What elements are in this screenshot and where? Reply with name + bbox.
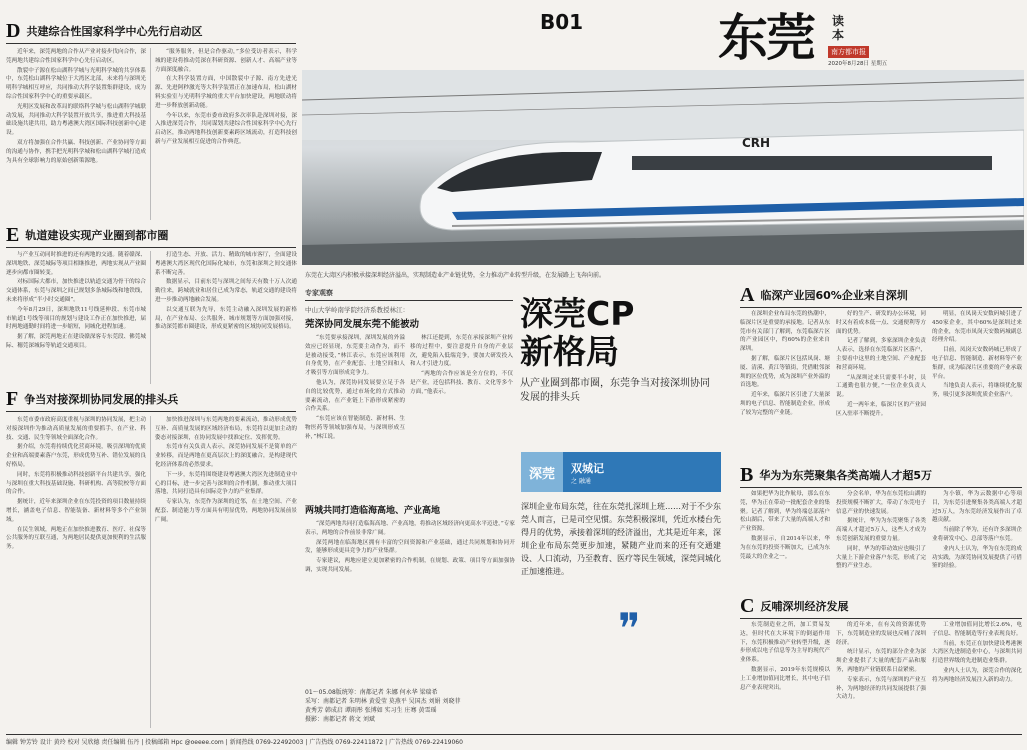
paragraph: 数据显示，目前东莞与深圳之间每天有数十万人次通勤往来，跨城就业和居住已成为常态，轨道交通的建设将进一步推动两地融合发展。 (155, 279, 297, 303)
paragraph: 近一两年来，临深片区的产业园区入驻率不断提升。 (836, 401, 926, 417)
section-d-letter: D (6, 20, 21, 42)
paragraph: 东莞制造业之所，加工贸易发达，但时代在大环境下的倒逼作用下，东莞积极推动产业转型升级，逐步形成以电子信息等为主导的现代产业体系。 (740, 622, 830, 664)
paragraph: 统计显示，东莞的部分企业为深圳企业提供了大量的配套产品和服务，两地的产业链联系日益紧密。 (836, 649, 926, 673)
photo-caption: 东莞在大湾区内积极承接深圳经济溢出，实现制造业产业链优势，全力推动产业转型升级，在发展路上飞奔向前。 (305, 272, 606, 279)
section-b-col2 (836, 490, 926, 593)
credit-line: 黄秀芳 韩成启 谭雨彤 张博如 实习生 庄骞 黄雪瑶 (305, 707, 437, 714)
paragraph: 在大科学装置方面，中国散裂中子源、南方先进光源、先进阿秒激光等大科学装置正在加速布局，松山湖材料实验室与光明科学城的重大平台加快建设，两地联动将进一步释放创新动能。 (155, 76, 297, 109)
section-b (740, 466, 1022, 488)
section-b-rule (740, 487, 1022, 488)
paragraph: 加快推进深圳与东莞两地的要素流动，推动形成优势互补、高质量发展的区域经济布局，东莞将以更加主动的姿态对接深圳，在协同发展中找准定位、发挥优势。 (155, 417, 297, 441)
section-a-col3 (932, 310, 1022, 460)
paragraph: “东莞应该在智能制造、新材料、生物医药等领域加强布局，与深圳形成互补，”林江说。 (305, 416, 405, 440)
section-c-letter: C (740, 595, 755, 617)
paragraph: 为小镇，华为云数据中心等项目，为东莞引进聚集各类高端人才超过5万人，为东莞经济发展作出了卓越贡献。 (932, 491, 1022, 524)
expert-label: 专家观察 (305, 289, 333, 297)
expert-column (305, 288, 513, 334)
paragraph: 以交通互联为先导，东莞主动融入深圳发展的新格局，在产业布局、公共服务、城市规划等方面加强对接，推动深莞都市圈建设，形成更紧密的区域协同发展格局。 (155, 306, 297, 331)
paragraph: “东莞要承接深圳，深圳发展的外溢效应已经显现，东莞要主动作为，而不是被动接受，”林江表示，东莞应该利用自身优势，在产业配套、土地空间和人才吸引等方面形成竞争力。 (305, 335, 405, 377)
paragraph: 当地负责人表示，将继续优化服务，吸引更多深圳优质企业落户。 (932, 383, 1022, 399)
paper-tag: 读本 (832, 14, 845, 42)
column-divider (150, 251, 151, 384)
paragraph: 打造生态、开放、活力、精致的城市客厅，全面建设粤港澳大湾区现代化国际化城市，东莞和深圳之间交通体系不断完善。 (155, 252, 297, 276)
paragraph: 明显，在凤岗天安数码城引进了450家企业，其中60%是深圳过来的企业，东莞市凤岗天安数码城副总经理介绍。 (932, 311, 1022, 344)
paragraph: 林江还提到，东莞在承接深圳产业转移的过程中，要注意提升自身的产业层次，避免陷入低端竞争，要加大研发投入和人才引进力度。 (410, 335, 513, 368)
section-f-col1 (6, 416, 146, 728)
section-f (6, 390, 296, 412)
paragraph: 当前除了华为，还有许多深圳企业将研发中心、总部等落户东莞。 (932, 527, 1022, 542)
paragraph: 当前，东莞正在加快建设粤港澳大湾区先进制造业中心，与深圳共同打造世界级的先进制造业集群。 (932, 640, 1022, 665)
section-e-header (6, 226, 296, 244)
paragraph: 下一步，东莞将围绕建设粤港澳大湾区先进制造业中心的目标，进一步完善与深圳的合作机制，推动重大项目落地，共同打造具有国际竞争力的产业集群。 (155, 471, 297, 496)
expert-subhead: 中山大学岭南学院经济系教授林江： (305, 306, 409, 314)
section-a-header (740, 286, 1022, 304)
section-a-title: 临深产业园60%企业来自深圳 (760, 289, 908, 302)
section-d (6, 22, 296, 44)
paragraph: 的近年来，在有关的资源优势下，东莞制造业的发展也反哺了深圳经济。 (836, 622, 926, 646)
paragraph: 同时，华为的带动效应也吸引了大量上下游企业落户东莞，形成了完整的产业生态。 (836, 545, 926, 570)
section-a-col1 (740, 310, 830, 460)
section-c (740, 597, 1022, 619)
section-a-letter: A (740, 284, 755, 306)
headline-line-2: 新格局 (520, 332, 619, 371)
section-e-letter: E (6, 224, 20, 246)
paragraph: 记者了解到，多家深圳企业负责人表示，选择在东莞临深片区落户，主要看中这里的土地空间、产业配套和营商环境。 (836, 338, 926, 371)
section-f-letter: F (6, 388, 19, 410)
date-line: 2020年8月28日 星期五 (828, 61, 888, 67)
footer-text: 编辑 钟芳铃 设计 黄玲 校对 吴欣德 责任编辑 伍丹 | 投稿邮箱 Hpc @oeeee.com | 新闻热线 0769-22492003 | 广告热线 0769-22411872 | 广告热线 0769-22419060 (6, 739, 463, 746)
paragraph: “深莞两地共同打造临海高地、产业高地，将推动区域经济向更高水平迈进，”专家表示，两地的合作前景非常广阔。 (305, 521, 515, 536)
expert-rule (305, 300, 513, 301)
paragraph: 同时，东莞将积极推动科技创新平台共建共享，强化与深圳在重大科技基础设施、科研机构、高等院校等方面的合作。 (6, 471, 146, 496)
footer-rule (6, 734, 1022, 735)
paragraph: 目前，凤岗天安数码城已形成了电子信息、智能制造、新材料等产业集群，成为临深片区重要的产业承载平台。 (932, 347, 1022, 380)
section-e-rule (6, 247, 296, 248)
paragraph: “两地的合作应该是全方位的，不仅是产业，还包括科技、教育、文化等多个方面，”他表示。 (410, 371, 513, 395)
section-e-title: 轨道建设实现产业圈到都市圈 (25, 229, 169, 242)
section-d-header (6, 22, 296, 40)
train-logo: CRH (742, 136, 771, 150)
feature-subtitle: 从产业圈到都市圈，东莞争当对接深圳协同发展的排头兵 (520, 378, 710, 403)
series-badge (521, 452, 721, 492)
section-e-col1 (6, 251, 146, 384)
series-right-box (563, 452, 721, 492)
feature-lead: 深圳企业布局东莞，往在东莞扎深圳上班……对于不少东莞人而言，已是司空见惯。东莞积极深圳，凭近水楼台先得月的优势，承接着深圳的经济溢出，尤其是近年来，深圳企业布局东莞更步加速，紧随产业而来的还有交通建设、人口流动，乃至教育、医疗等民生领域，深莞同城化正加速推进。 (521, 502, 721, 576)
expert-col2 (410, 334, 513, 499)
paragraph: 他认为，深莞协同发展要立足于各自的比较优势，通过市场化的方式推动要素流动，在产业链上下游形成紧密的合作关系。 (305, 379, 405, 413)
expert-col1 (305, 334, 405, 499)
section-b-col1 (740, 490, 830, 593)
section-d-col1 (6, 48, 146, 220)
paragraph: 据统计，华为为东莞聚集了各类高端人才超过5万人，这些人才成为东莞创新发展的重要力量。 (836, 518, 926, 542)
section-f-col2 (155, 416, 297, 728)
section-c-col2 (836, 621, 926, 731)
paragraph: 光明区发展和改革局的联络科学城与松山湖科学城联动发展，共同推动大科学装置开放共享，推进重大科技基础设施共建共用，助力粤港澳大湾区国际科技创新中心建设。 (6, 103, 146, 137)
paragraph: 在深圳企业布局东莞的热潮中，临深片区是重要的承接地。记者从东莞市有关部门了解到，东莞临深片区的产业园区中，约60%的企业来自深圳。 (740, 311, 830, 353)
section-b-title: 华为为东莞聚集各类高端人才超5万 (759, 469, 932, 482)
paragraph: 据介绍，东莞将持续优化营商环境，吸引深圳的优质企业和高端要素落户东莞，形成优势互补、错位发展的良好格局。 (6, 444, 146, 468)
column-divider (150, 416, 151, 728)
paragraph: 据了解，临深片区包括凤岗、塘厦、清溪、黄江等镇街，凭借毗邻深圳的区位优势，成为深圳产业外溢的首选地。 (740, 355, 830, 389)
section-c-header (740, 597, 1022, 615)
brand-badge: 南方都市报 (828, 46, 869, 58)
paragraph: 据了解，深莞两地正在建设赣深客专东莞段、佛莞城际、穗莞深城际等轨道交通项目。 (6, 334, 146, 349)
section-d-rule (6, 43, 296, 44)
paragraph: 今年8月29日，深圳地铁11号线延伸段、东莞市城市轨道1号线等项目的规划与建设工作正在加快推进，届时两地通勤时间将进一步缩短，同城化进程加速。 (6, 306, 146, 331)
credit-line: 摄影：南都记者 蒋文 刘斌 (305, 716, 375, 723)
paragraph: 深莞两地在临海地区拥有丰富的空间资源和产业基础，通过共同规划和协同开发，能够形成更具竞争力的产业集群。 (305, 539, 515, 555)
paragraph: 数据显示，2019年东莞规模以上工业增加值同比增长，其中电子信息产业表现突出。 (740, 666, 830, 691)
quote-mark-icon: ❞ (618, 604, 641, 653)
headline-line-1: 深莞CP (520, 294, 635, 333)
paragraph: 与产业互动同时推进的还有两地的交通。随着赣深、深圳地铁、深莞城际等项目相继推进，两地实现从产业圈逐步向都市圈转变。 (6, 252, 146, 276)
paragraph: 今年以来，东莞市委市政府多次率队赴深圳对接，深入推进深莞合作，共同谋划共建综合性国家科学中心先行启动区，推动两地科技创新要素跨区域流动，打造科技创新与产业发展相互促进的合作典范。 (155, 112, 297, 145)
section-e (6, 226, 296, 248)
feature-headline (520, 295, 730, 405)
paragraph: 专家建议，两地应建立更加紧密的合作机制，在规划、政策、项目等方面加强协调，实现共同发展。 (305, 558, 515, 573)
paragraph: 工业增加值同比增长2.6%，电子信息、智能制造等行业表现良好。 (932, 622, 1022, 637)
section-f-title: 争当对接深圳协同发展的排头兵 (24, 393, 179, 406)
series-sub: 之 融通 (571, 477, 591, 485)
paragraph: 业内人士认为，深莞合作的深化将为两地经济发展注入新的动力。 (932, 667, 1022, 683)
paragraph: 据统计，近年来深圳企业在东莞投资的项目数量持续增长，涵盖电子信息、智能装备、新材料等多个产业领域。 (6, 499, 146, 523)
paragraph: 数据显示，自2014年以来，华为在东莞的投资不断加大，已成为东莞最大的企业之一。 (740, 535, 830, 560)
paragraph: 业内人士认为，华为在东莞的成功实践，为深莞协同发展提供了可借鉴的经验。 (932, 545, 1022, 570)
paragraph: 双方将加强在合作共赢、科技创新、产业协同等方面的沟通与协作，携手把光明科学城和松山湖科学城打造成为具有全球影响力的原始创新策源地。 (6, 139, 146, 164)
section-f-rule (6, 411, 296, 412)
series-right: 双城记 (571, 461, 604, 475)
series-left: 深莞 (521, 452, 563, 492)
section-c-col3 (932, 621, 1022, 731)
section-b-letter: B (740, 464, 754, 486)
section-b-header (740, 466, 1022, 484)
section-c-col1 (740, 621, 830, 731)
paragraph: “从深圳过来只需要半小时，员工通勤也很方便，”一位企业负责人说。 (836, 374, 926, 399)
paragraph: 专家表示，东莞与深圳的产业互补，为两地经济的共同发展提供了强大动力。 (836, 676, 926, 701)
paragraph: 在民生领域，两地正在加快推进教育、医疗、社保等公共服务的互联互通，为两地居民提供更加便利的生活服务。 (6, 526, 146, 551)
paragraph: 散裂中子源在松山湖科学城与光明科学城的共享体系中，东莞松山湖科学城位于大湾区北部，未来将与深圳光明科学城相互呼应，共同推动大科学装置集群建设，成为综合性国家科学中心的重要承载区。 (6, 67, 146, 100)
section-d-col2 (155, 48, 297, 220)
expert-second-title: 两城共同打造临海高地、产业高地 (305, 506, 441, 516)
paragraph: 对标国际大都市，加快推进以轨道交通为骨干的综合交通体系，东莞与深圳之间已规划多条城际线和地铁线，未来将形成“半小时交通圈”。 (6, 279, 146, 303)
section-a (740, 286, 1022, 308)
credit-line: 01～05.08版统筹：南都记者 朱娜 何永华 梁瑞希 (305, 689, 438, 696)
section-d-title: 共建综合性国家科学中心先行启动区 (26, 25, 203, 38)
paragraph: 近年来，临深片区引进了大量深圳的电子信息、智能制造企业，形成了较为完整的产业链。 (740, 392, 830, 416)
train-illustration (302, 70, 1024, 265)
paragraph: 近年来，深莞两地的合作从产业对接步伐向合作，深莞两地共建综合性国家科学中心先行启动区。 (6, 49, 146, 64)
paragraph: “服务服务，但是合作驱动，”多位受访者表示，科学城的建设将推动莞深在科研资源、创新人才、高端产业等方面深度融合。 (155, 49, 297, 73)
section-e-col2 (155, 251, 297, 384)
paragraph: 分会名单，华为在东莞松山湖的投资规模不断扩大，带动了东莞电子信息产业的快速发展。 (836, 491, 926, 515)
page-code: B01 (540, 10, 584, 34)
paragraph: 东莞市有关负责人表示，深莞协同发展不是简单的产业转移，而是两地在更高层次上的深度融合，是构建现代化经济体系的必然要求。 (155, 444, 297, 468)
section-c-title: 反哺深圳经济发展 (760, 600, 849, 613)
paragraph: 好的生产、研发的办公环境，同时又有着成本低一点、交通便利等方面的优势。 (836, 311, 926, 335)
paragraph: 东莞市委市政府高度重视与深圳的协同发展，把主动对接深圳作为推动高质量发展的重要抓手，在产业、科技、交通、民生等领域全面深化合作。 (6, 417, 146, 441)
section-f-header (6, 390, 296, 408)
credits (305, 688, 517, 724)
train-photo (302, 70, 1024, 265)
section-b-col3 (932, 490, 1022, 593)
section-a-rule (740, 307, 1022, 308)
paragraph: 专家认为，东莞作为深圳的近邻，在土地空间、产业配套、制造能力等方面具有明显优势，两地协同发展前景广阔。 (155, 499, 297, 523)
credit-line: 采写：南都记者 朱明林 黄爱莹 莫燕平 吴国杰 刘娟 刘晓菲 (305, 698, 461, 705)
expert-col3 (305, 520, 515, 678)
paragraph: 如果把华为比作航母，那么在东莞，华为正在带动一批配套企业的集聚。记者了解到，华为终端总部落户松山湖后，带来了大量的高端人才和产业资源。 (740, 491, 830, 533)
section-a-col2 (836, 310, 926, 460)
section-c-rule (740, 618, 1022, 619)
column-divider (150, 48, 151, 220)
expert-title: 莞深协同发展东莞不能被动 (305, 319, 420, 330)
paper-name: 东莞 (718, 9, 814, 67)
